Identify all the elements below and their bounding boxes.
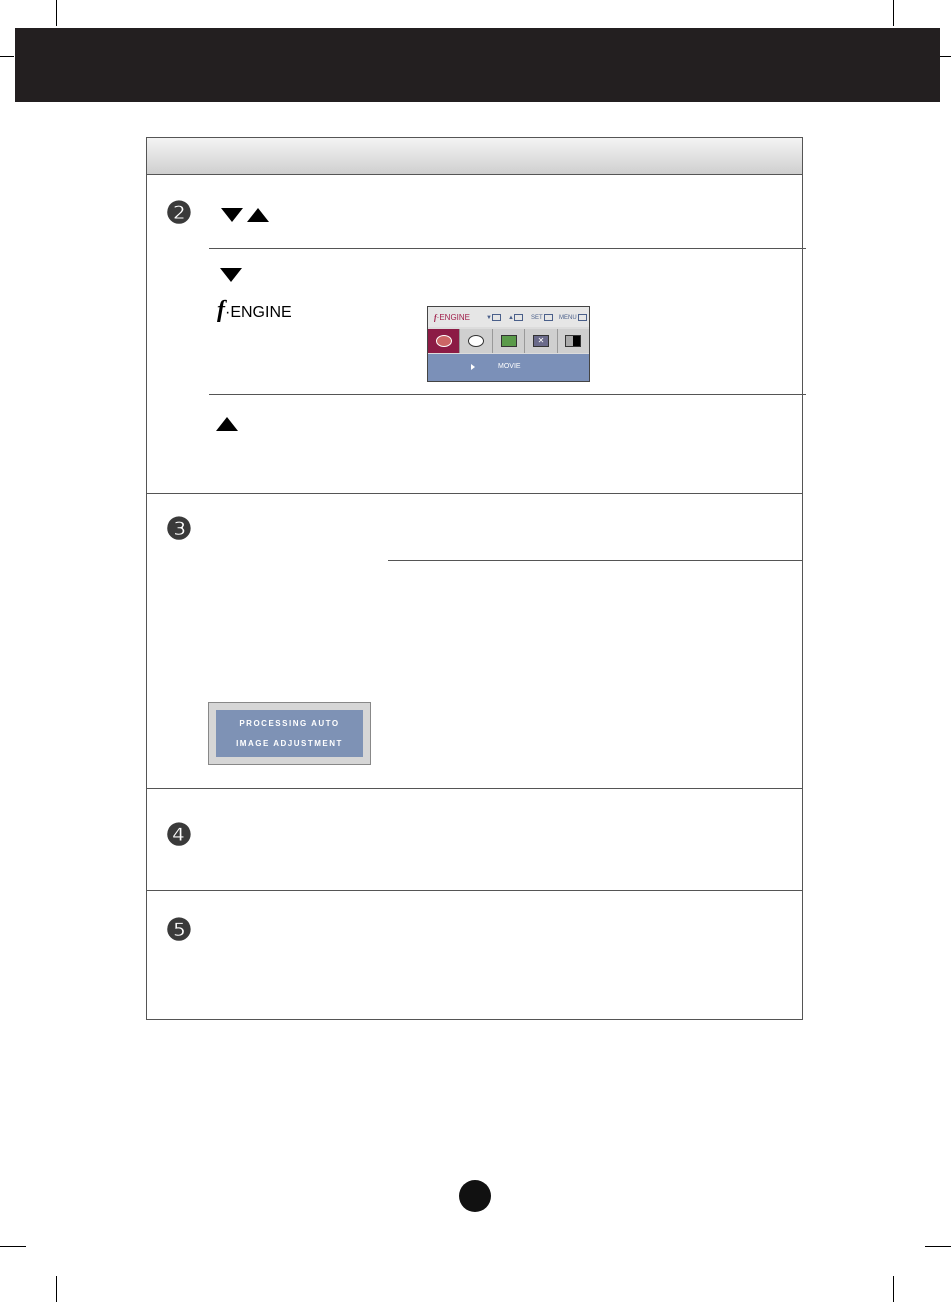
sub-row-divider [209,394,806,395]
film-reel-icon [436,335,452,347]
play-arrow-icon [471,364,475,370]
row-divider [147,788,803,789]
osd-mode-label: MOVIE [498,363,521,370]
fengine-f: f [217,297,225,323]
instruction-table [146,137,803,1020]
globe-icon [468,335,484,347]
fengine-logo [217,297,292,324]
processing-line-2: IMAGE ADJUSTMENT [236,739,343,748]
row-divider [147,493,803,494]
osd-menu-label: MENU [559,315,577,322]
down-arrow-icon [220,268,242,282]
left-arrow-icon [492,314,501,321]
cross-icon: ✕ [533,335,549,347]
osd-mode-icons [428,329,589,353]
menu-icon [578,314,587,321]
step-2-number: ❷ [165,197,193,230]
crop-mark [56,0,57,26]
osd-mode-bar [428,354,589,381]
step-3-number: ❸ [165,513,193,546]
osd-down-control: ▼ [486,314,501,321]
internet-mode-icon[interactable] [460,329,492,353]
contrast-icon [565,335,581,347]
user-mode-icon[interactable] [525,329,557,353]
row-divider [147,890,803,891]
osd-title [434,313,470,322]
table-header-row [147,138,802,175]
crop-mark [0,1246,26,1247]
header-bar [15,28,940,102]
sub-row-divider [388,560,803,561]
crop-mark [893,1276,894,1302]
crop-mark [893,0,894,26]
osd-title-f: f [434,313,437,322]
processing-message-panel [216,710,363,757]
movie-mode-icon[interactable] [428,329,460,353]
processing-line-1: PROCESSING AUTO [239,719,340,728]
osd-set-label: SET [531,315,543,322]
up-arrow-icon [216,417,238,431]
up-arrow-icon [247,208,269,222]
osd-title-text: ·ENGINE [436,313,471,322]
set-icon [544,314,553,321]
fengine-text: ENGINE [230,304,292,321]
sub-row-divider [209,248,806,249]
page-number-badge [459,1180,491,1212]
picture-icon [501,335,517,347]
fengine-dot: · [225,304,231,321]
step-4-number: ❹ [165,819,193,852]
crop-mark [56,1276,57,1302]
photo-mode-icon[interactable] [493,329,525,353]
osd-title-bar [428,307,589,327]
crop-mark [925,1246,951,1247]
fengine-osd-menu [427,306,590,382]
normal-mode-icon[interactable] [558,329,589,353]
osd-set-control [531,314,553,321]
processing-message-box [208,702,371,765]
crop-mark [0,56,14,57]
osd-up-control: ▲ [508,314,523,321]
right-arrow-icon [514,314,523,321]
osd-menu-control [559,314,587,321]
step-5-number: ❺ [165,914,193,947]
down-arrow-icon [221,208,243,222]
